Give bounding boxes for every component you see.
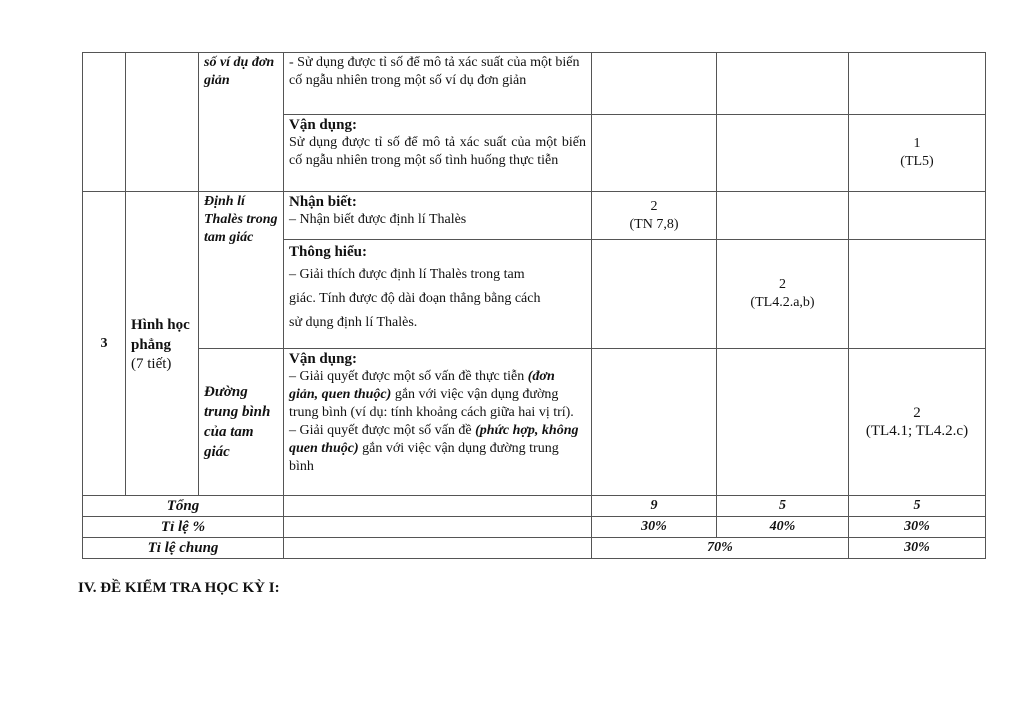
description-cell bbox=[284, 240, 592, 349]
level2-cell bbox=[717, 240, 849, 349]
description-cell bbox=[284, 538, 592, 559]
common-ratio-row bbox=[83, 538, 986, 559]
topic-cell: số ví dụ đơn giản bbox=[199, 53, 284, 192]
level1-cell bbox=[592, 115, 717, 192]
description-cell: - Sử dụng được tỉ số để mô tả xác suất của một biến cố ngẫu nhiên trong một số ví dụ đơn giản bbox=[284, 53, 592, 115]
ratio-level1: 30% bbox=[592, 517, 717, 538]
specification-table bbox=[82, 52, 986, 559]
description-line: giác. Tính được độ dài đoạn thẳng bằng cách bbox=[289, 291, 541, 306]
section-heading: IV. ĐỀ KIỂM TRA HỌC KỲ I: bbox=[78, 580, 280, 596]
section-number: 3 bbox=[83, 192, 126, 496]
question-count: 2 bbox=[650, 198, 658, 214]
totals-row bbox=[83, 496, 986, 517]
level2-cell bbox=[717, 349, 849, 496]
common-ratio-label: Tỉ lệ chung bbox=[83, 538, 284, 559]
ratio-label: Tỉ lệ % bbox=[83, 517, 284, 538]
level3-cell bbox=[849, 53, 986, 115]
description-text: gắn với việc vận dụng đường trung bình (ví dụ: tính khoảng cách giữa hai vị trí). bbox=[289, 387, 574, 420]
description-cell bbox=[284, 192, 592, 240]
domain-cell bbox=[126, 53, 199, 192]
common-ratio-level12: 70% bbox=[592, 538, 849, 559]
description-line: – Giải thích được định lí Thalès trong tam bbox=[289, 267, 525, 282]
topic-cell: Đường trung bình của tam giác bbox=[199, 349, 284, 496]
ratio-level3: 30% bbox=[849, 517, 986, 538]
level-heading: Nhận biết: bbox=[289, 194, 357, 210]
common-ratio-level3: 30% bbox=[849, 538, 986, 559]
question-count: 2 bbox=[913, 405, 921, 421]
description-cell bbox=[284, 349, 592, 496]
domain-name: Hình học phẳng bbox=[131, 316, 190, 353]
level3-cell bbox=[849, 349, 986, 496]
description-text: Sử dụng được tỉ số để mô tả xác suất của một biến cố ngẫu nhiên trong một số tình huống thực tiễn bbox=[289, 135, 586, 168]
description-text: – Nhận biết được định lí Thalès bbox=[289, 212, 467, 227]
description-emphasis: (đơn giản, quen thuộc) bbox=[289, 369, 555, 402]
totals-level3: 5 bbox=[849, 496, 986, 517]
description-emphasis: (phức hợp, không quen thuộc) bbox=[289, 423, 579, 456]
level-heading: Thông hiểu: bbox=[289, 244, 367, 260]
question-code: (TL5) bbox=[900, 154, 934, 169]
description-cell bbox=[284, 115, 592, 192]
domain-cell bbox=[126, 192, 199, 496]
level1-cell bbox=[592, 240, 717, 349]
totals-level1: 9 bbox=[592, 496, 717, 517]
table-row bbox=[83, 349, 986, 496]
question-code: (TN 7,8) bbox=[629, 216, 679, 232]
level3-cell bbox=[849, 192, 986, 240]
ratio-level2: 40% bbox=[717, 517, 849, 538]
description-text: – Giải quyết được một số vấn đề thực tiễn bbox=[289, 369, 525, 384]
level-heading: Vận dụng: bbox=[289, 117, 357, 133]
level1-cell bbox=[592, 349, 717, 496]
level2-cell bbox=[717, 53, 849, 115]
topic-cell: Định lí Thalès trong tam giác bbox=[199, 192, 284, 349]
totals-level2: 5 bbox=[717, 496, 849, 517]
question-code: (TL4.1; TL4.2.c) bbox=[865, 423, 969, 439]
domain-hours: (7 tiết) bbox=[131, 355, 172, 372]
question-count: 2 bbox=[779, 277, 786, 292]
description-text: – Giải quyết được một số vấn đề bbox=[289, 423, 472, 438]
level1-cell bbox=[592, 53, 717, 115]
table-row bbox=[83, 53, 986, 115]
level-heading: Vận dụng: bbox=[289, 351, 357, 367]
level1-cell bbox=[592, 192, 717, 240]
ratio-row bbox=[83, 517, 986, 538]
stt-cell bbox=[83, 53, 126, 192]
totals-label: Tổng bbox=[83, 496, 284, 517]
description-text: gắn với việc vận dụng đường trung bình bbox=[289, 441, 559, 474]
description-line: sử dụng định lí Thalès. bbox=[289, 315, 418, 330]
level2-cell bbox=[717, 115, 849, 192]
question-code: (TL4.2.a,b) bbox=[750, 295, 815, 310]
level3-cell bbox=[849, 240, 986, 349]
table-row bbox=[83, 192, 986, 240]
question-count: 1 bbox=[913, 136, 921, 151]
description-cell bbox=[284, 517, 592, 538]
level2-cell bbox=[717, 192, 849, 240]
level3-cell bbox=[849, 115, 986, 192]
description-cell bbox=[284, 496, 592, 517]
